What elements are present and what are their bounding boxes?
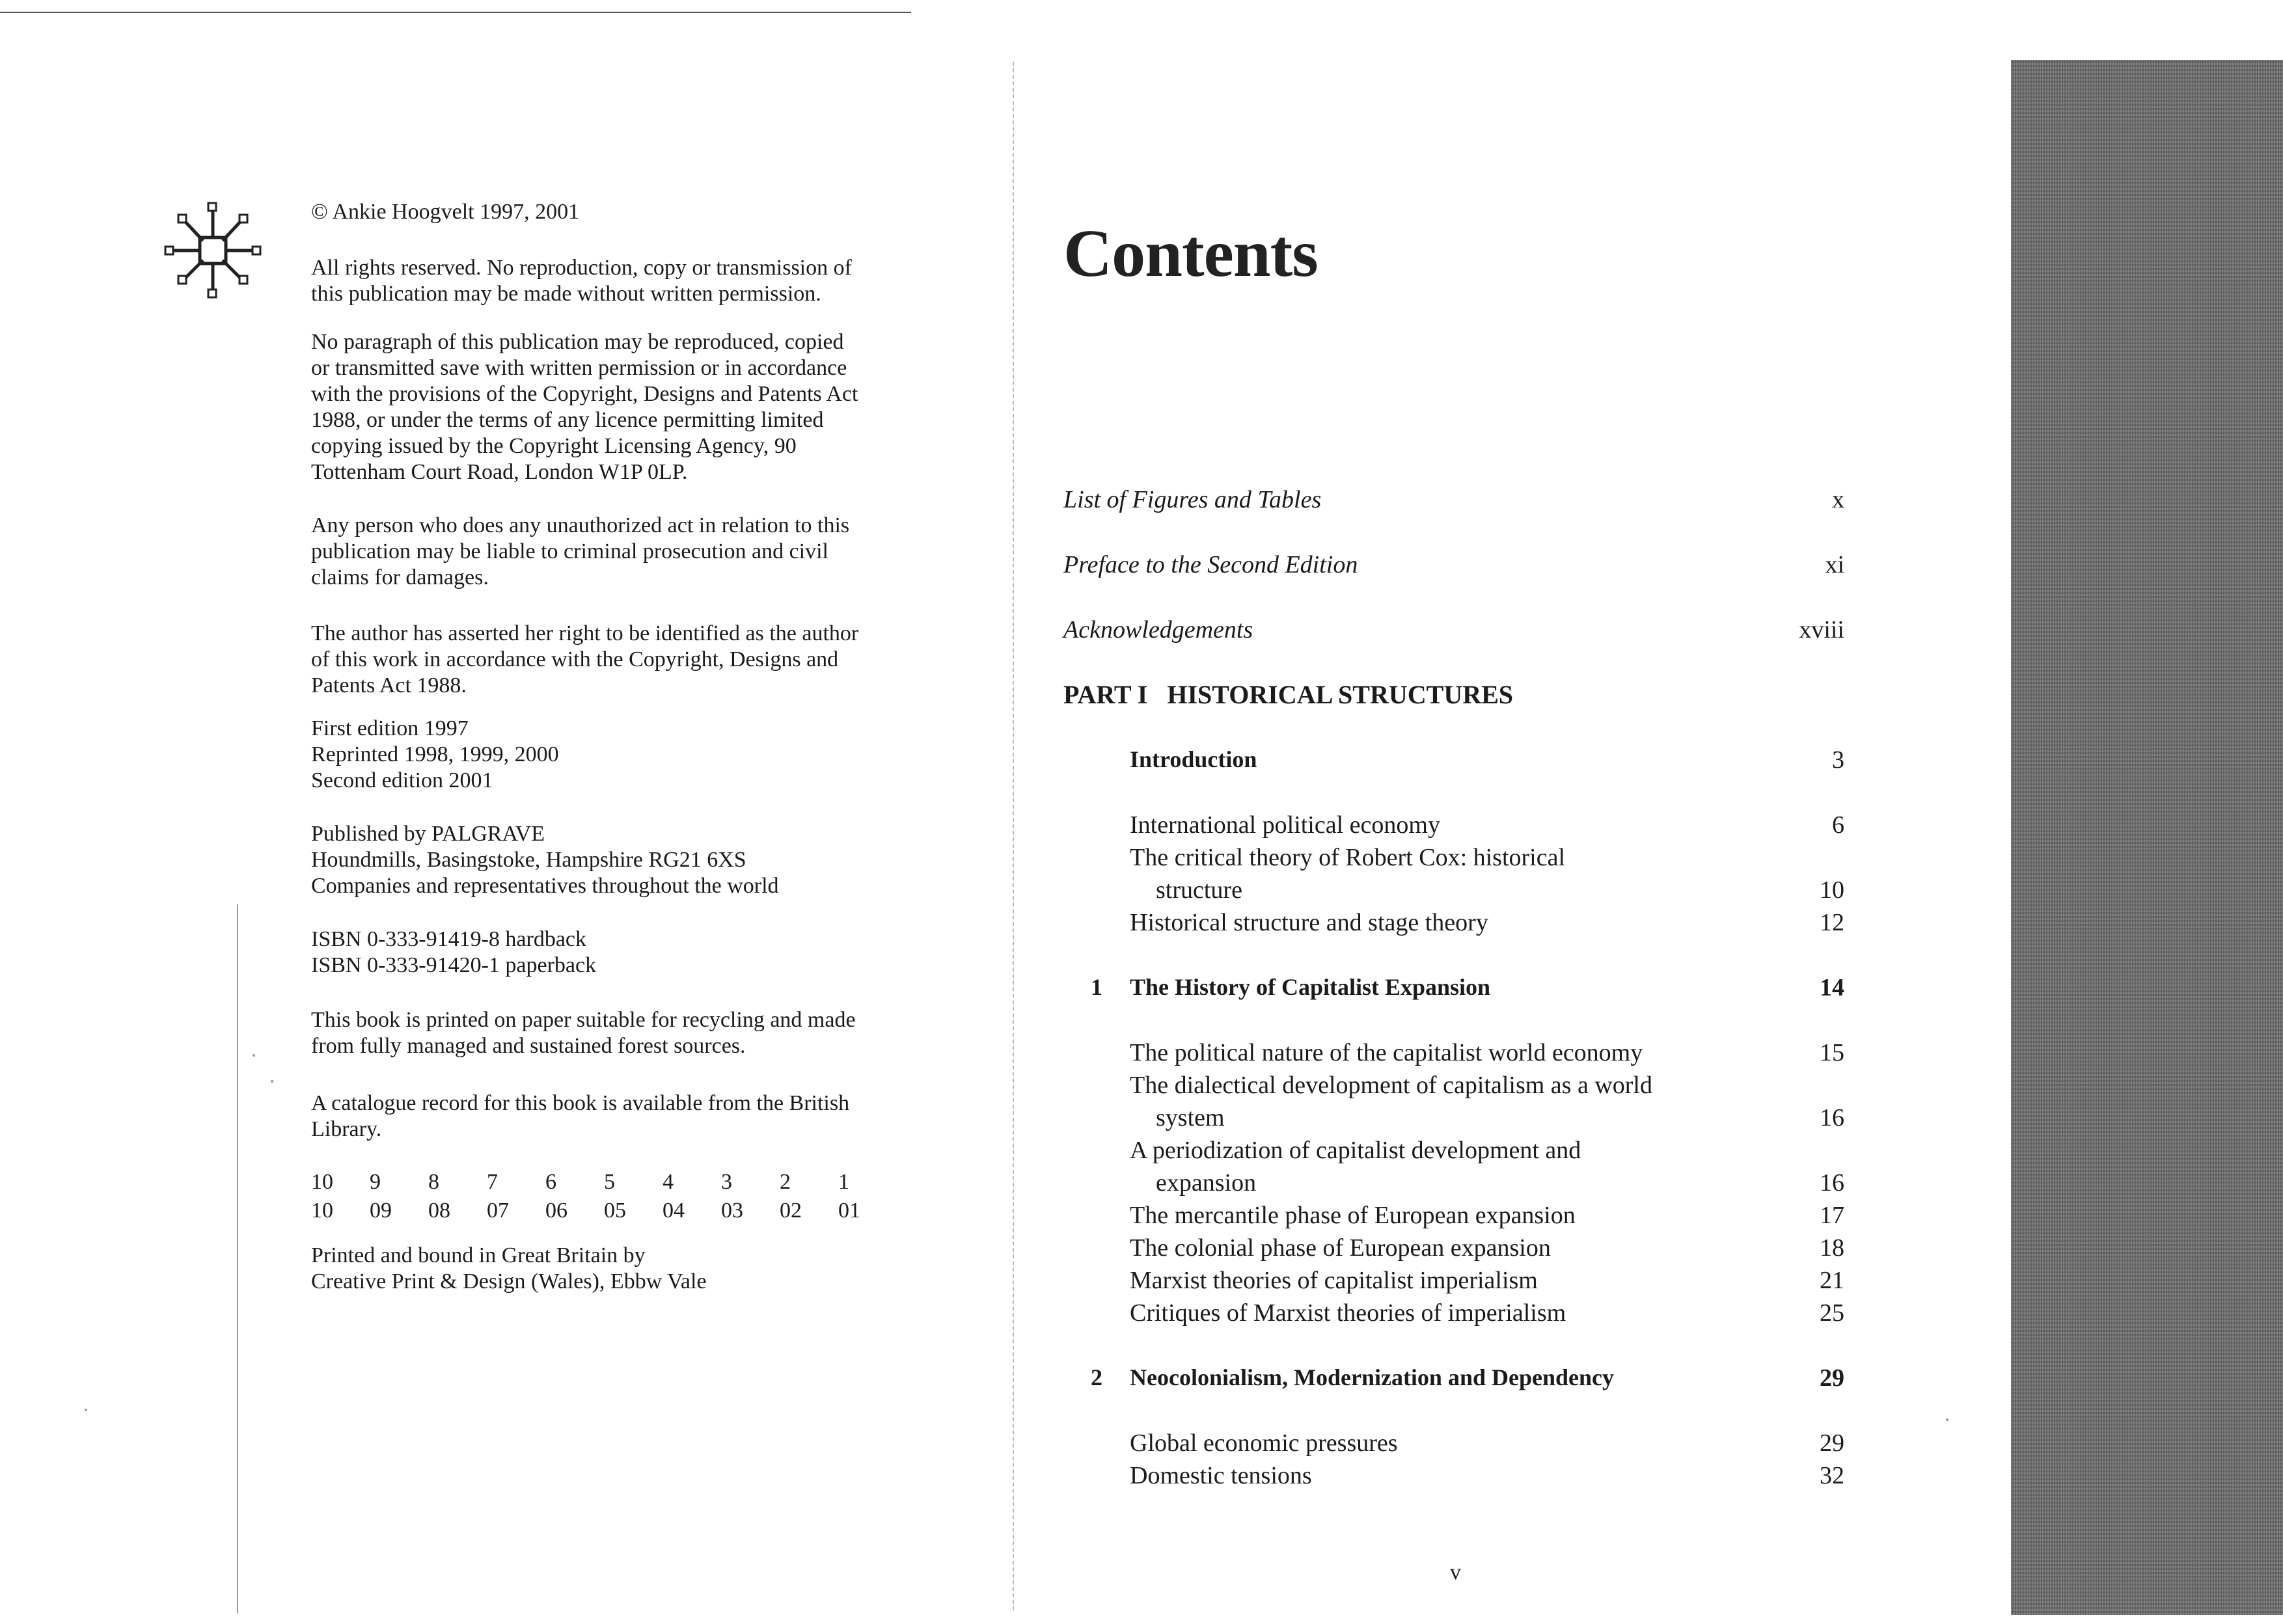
toc-entry-page: 17 (1820, 1202, 1844, 1229)
toc-chapter-number: 2 (1091, 1364, 1102, 1390)
toc-entry[interactable] (1063, 616, 1844, 648)
impression-year: 01 (838, 1198, 860, 1223)
text-line: Published by PALGRAVE (311, 822, 545, 846)
impression-year: 03 (721, 1198, 743, 1223)
text-line: from fully managed and sustained forest sources. (311, 1034, 746, 1058)
toc-chapter-page: 29 (1820, 1364, 1844, 1392)
printer-block (311, 1243, 994, 1295)
impression-year: 04 (663, 1198, 685, 1223)
toc-chapter-title: The History of Capitalist Expansion (1130, 974, 1491, 1000)
liability-paragraph (311, 513, 994, 591)
toc-entry[interactable] (1063, 1071, 1844, 1103)
toc-entry-page: 29 (1820, 1429, 1844, 1457)
isbn-block (311, 927, 994, 979)
toc-entry-title: Domestic tensions (1130, 1462, 1312, 1489)
paper-statement (311, 1007, 994, 1059)
toc-entry[interactable] (1063, 843, 1844, 876)
toc-entry[interactable] (1063, 1299, 1844, 1331)
toc-entry-title: The dialectical development of capitalism as a world (1130, 1072, 1652, 1099)
impression-number: 7 (487, 1170, 498, 1194)
toc-entry[interactable] (1063, 1461, 1844, 1494)
impression-number: 8 (428, 1170, 439, 1194)
text-line: copying issued by the Copyright Licensing Agency, 90 (311, 434, 797, 458)
toc-entry-page: 25 (1820, 1299, 1844, 1327)
text-line: Houndmills, Basingstoke, Hampshire RG21 6XS (311, 848, 746, 872)
text-line: ISBN 0-333-91420-1 paperback (311, 953, 597, 977)
impression-year: 05 (604, 1198, 626, 1223)
printing-impression-line (311, 1168, 897, 1225)
toc-entry[interactable] (1063, 1103, 1844, 1136)
text-line: 1988, or under the terms of any licence permitting limited (311, 408, 824, 432)
toc-entry-page: 16 (1820, 1104, 1844, 1131)
text-line: © Ankie Hoogvelt 1997, 2001 (311, 200, 580, 224)
impression-number: 5 (604, 1170, 615, 1194)
text-line: claims for damages. (311, 565, 489, 589)
publisher-block (311, 821, 994, 899)
text-line: of this work in accordance with the Copyright, Designs and (311, 647, 839, 671)
toc-entry-title: expansion (1156, 1169, 1257, 1197)
text-line: No paragraph of this publication may be reproduced, copied (311, 330, 844, 354)
text-line: or transmitted save with written permission or in accordance (311, 356, 847, 380)
toc-entry[interactable] (1063, 811, 1844, 843)
text-line: Any person who does any unauthorized act in relation to this (311, 513, 850, 537)
part-heading (1063, 679, 1844, 712)
toc-entry[interactable] (1063, 1266, 1844, 1299)
impression-year: 10 (311, 1198, 333, 1223)
catalogue-statement (311, 1090, 994, 1143)
impression-year: 07 (487, 1198, 509, 1223)
edition-history (311, 716, 994, 794)
impression-year: 06 (545, 1198, 567, 1223)
copyright-line (311, 199, 994, 225)
text-line: with the provisions of the Copyright, Designs and Patents Act (311, 382, 858, 406)
toc-entry-page: 21 (1820, 1267, 1844, 1294)
toc-chapter-title: Introduction (1130, 746, 1257, 772)
toc-chapter-number: 1 (1091, 974, 1102, 1000)
toc-chapter-title: Neocolonialism, Modernization and Dependency (1130, 1364, 1614, 1390)
reproduction-paragraph (311, 329, 994, 485)
toc-entry-title: The political nature of the capitalist world economy (1130, 1039, 1643, 1066)
toc-chapter-page: 3 (1832, 746, 1844, 774)
text-line: Companies and representatives throughout the world (311, 874, 779, 898)
toc-entry-title: The mercantile phase of European expansion (1130, 1202, 1576, 1229)
text-line: Library. (311, 1117, 382, 1141)
toc-entry-page: xviii (1799, 616, 1844, 643)
text-line: Creative Print & Design (Wales), Ebbw Vale (311, 1269, 707, 1293)
impression-year: 09 (370, 1198, 392, 1223)
impression-number: 1 (838, 1170, 849, 1194)
publisher-logo-icon (164, 195, 262, 299)
impression-number: 10 (311, 1170, 333, 1194)
toc-chapter[interactable] (1063, 1364, 1844, 1396)
page-number: v (1450, 1560, 1461, 1584)
toc-chapter-page: 14 (1820, 974, 1844, 1001)
toc-entry-page: x (1832, 486, 1844, 513)
moral-rights-paragraph (311, 621, 994, 699)
part-heading-text: PART I HISTORICAL STRUCTURES (1063, 680, 1514, 709)
impression-year: 08 (428, 1198, 450, 1223)
toc-entry-page: 12 (1820, 909, 1844, 936)
toc-entry-title: Acknowledgements (1063, 616, 1253, 643)
impression-number: 4 (663, 1170, 674, 1194)
text-line: ISBN 0-333-91419-8 hardback (311, 927, 587, 951)
toc-entry-page: 15 (1820, 1039, 1844, 1066)
text-line: Reprinted 1998, 1999, 2000 (311, 742, 559, 766)
toc-entry-title: system (1156, 1104, 1225, 1131)
toc-entry[interactable] (1063, 876, 1844, 908)
impression-numbers (311, 1168, 897, 1197)
toc-entry-title: The colonial phase of European expansion (1130, 1234, 1551, 1262)
toc-entry-page: 18 (1820, 1234, 1844, 1262)
toc-entry-title: The critical theory of Robert Cox: historical (1130, 844, 1566, 871)
scan-speck (1946, 1418, 1948, 1421)
toc-chapter[interactable] (1063, 746, 1844, 778)
text-line: The author has asserted her right to be identified as the author (311, 621, 859, 645)
impression-years (311, 1197, 897, 1225)
toc-entry[interactable] (1063, 1169, 1844, 1201)
toc-entry-title: structure (1156, 876, 1242, 904)
text-line: Second edition 2001 (311, 768, 493, 792)
toc-entry-page: 16 (1820, 1169, 1844, 1197)
text-line: All rights reserved. No reproduction, copy or transmission of (311, 256, 852, 280)
scan-speck (271, 1080, 273, 1083)
rights-paragraph (311, 255, 994, 307)
toc-entry[interactable] (1063, 1429, 1844, 1461)
toc-entry[interactable] (1063, 1234, 1844, 1266)
toc-entry[interactable] (1063, 1038, 1844, 1071)
text-line: A catalogue record for this book is available from the British (311, 1091, 850, 1115)
toc-entry[interactable] (1063, 1201, 1844, 1234)
toc-entry-page: 32 (1820, 1462, 1844, 1489)
impression-number: 6 (545, 1170, 556, 1194)
toc-entry[interactable] (1063, 908, 1844, 941)
toc-entry-page: 10 (1820, 876, 1844, 904)
text-line: Tottenham Court Road, London W1P 0LP. (311, 460, 688, 484)
toc-entry-title: Critiques of Marxist theories of imperialism (1130, 1299, 1566, 1327)
text-line: This book is printed on paper suitable for recycling and made (311, 1008, 856, 1032)
scan-dark-edge (2011, 60, 2283, 1615)
scan-speck (85, 1409, 87, 1411)
toc-entry[interactable] (1063, 550, 1844, 583)
impression-number: 2 (780, 1170, 791, 1194)
toc-entry[interactable] (1063, 485, 1844, 518)
text-line: publication may be liable to criminal prosecution and civil (311, 539, 828, 563)
text-line: Patents Act 1988. (311, 673, 467, 697)
toc-entry-page: xi (1825, 551, 1844, 578)
page-gutter (1013, 62, 1014, 1610)
toc-entry-title: Marxist theories of capitalist imperialism (1130, 1267, 1538, 1294)
impression-year: 02 (780, 1198, 802, 1223)
text-line: this publication may be made without written permission. (311, 282, 821, 306)
toc-entry[interactable] (1063, 1136, 1844, 1169)
impression-number: 9 (370, 1170, 381, 1194)
toc-entry-page: 6 (1832, 811, 1844, 839)
scan-top-rule (0, 12, 911, 13)
toc-entry-title: Preface to the Second Edition (1063, 551, 1358, 578)
toc-entry-title: A periodization of capitalist development and (1130, 1137, 1581, 1164)
page-title: Contents (1063, 216, 1318, 291)
scan-speck (253, 1054, 255, 1057)
toc-entry-title: Historical structure and stage theory (1130, 909, 1488, 936)
toc-entry-title: Global economic pressures (1130, 1429, 1398, 1457)
scan-margin-mark (237, 904, 238, 1614)
toc-chapter[interactable] (1063, 973, 1844, 1006)
toc-entry-title: List of Figures and Tables (1063, 486, 1322, 513)
text-line: First edition 1997 (311, 716, 469, 740)
impression-number: 3 (721, 1170, 732, 1194)
toc-entry-title: International political economy (1130, 811, 1440, 839)
text-line: Printed and bound in Great Britain by (311, 1243, 646, 1267)
